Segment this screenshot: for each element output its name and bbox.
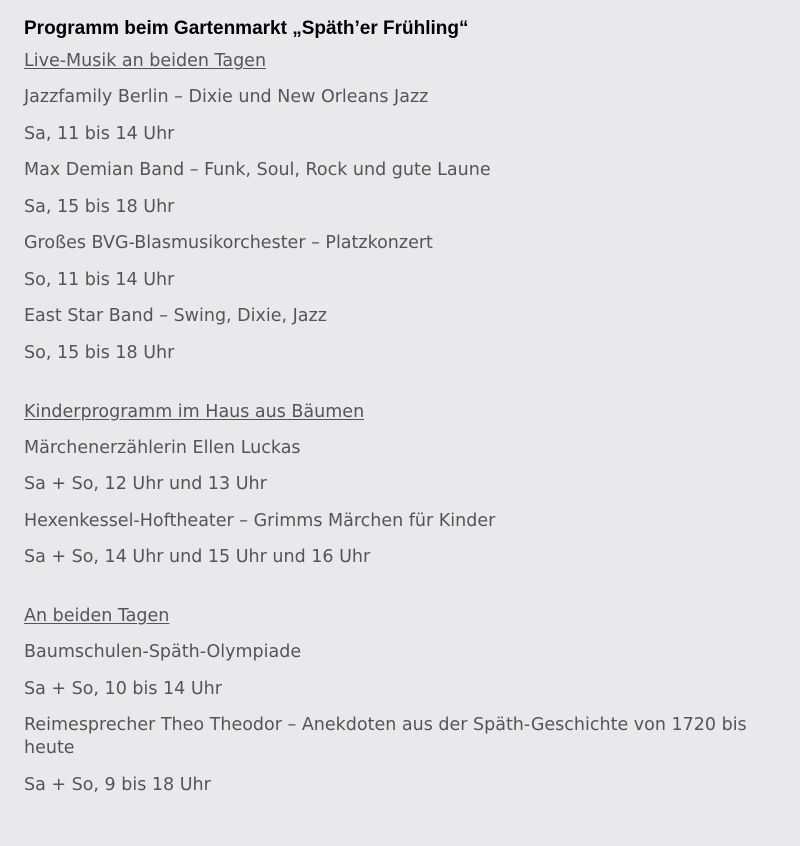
section-both-days [24, 605, 800, 797]
program-entry: Reimesprecher Theo Theodor – Anekdoten aus der Späth-Geschichte von 1720 bis heute [24, 715, 747, 758]
program-entry: Hexenkessel-Hoftheater – Grimms Märchen für Kinder [24, 510, 496, 531]
program-time: Sa + So, 14 Uhr und 15 Uhr und 16 Uhr [24, 547, 371, 567]
section-heading: Kinderprogramm im Haus aus Bäumen [24, 401, 365, 422]
program-time: Sa + So, 10 bis 14 Uhr [24, 678, 222, 699]
page-title: Programm beim Gartenmarkt „Späth’er Frühling“ [24, 18, 469, 39]
program-entry: Großes BVG-Blasmusikorchester – Platzkonzert [24, 233, 433, 253]
section-kids-program [24, 401, 800, 570]
section-heading: An beiden Tagen [24, 606, 170, 626]
program-entry: Baumschulen-Späth-Olympiade [24, 642, 302, 662]
program-entry: Max Demian Band – Funk, Soul, Rock und gute Laune [24, 160, 491, 180]
program-time: So, 15 bis 18 Uhr [24, 342, 175, 363]
program-time: Sa, 15 bis 18 Uhr [24, 196, 175, 217]
program-time: Sa, 11 bis 14 Uhr [24, 123, 175, 144]
section-live-music [24, 50, 800, 365]
program-entry: Märchenerzählerin Ellen Luckas [24, 437, 301, 458]
program-time: Sa + So, 12 Uhr und 13 Uhr [24, 474, 267, 494]
program-entry: Jazzfamily Berlin – Dixie und New Orleans Jazz [24, 87, 429, 107]
program-entry: East Star Band – Swing, Dixie, Jazz [24, 306, 327, 326]
program-time: So, 11 bis 14 Uhr [24, 269, 175, 290]
program-time: Sa + So, 9 bis 18 Uhr [24, 774, 211, 795]
section-heading: Live-Musik an beiden Tagen [24, 51, 267, 71]
